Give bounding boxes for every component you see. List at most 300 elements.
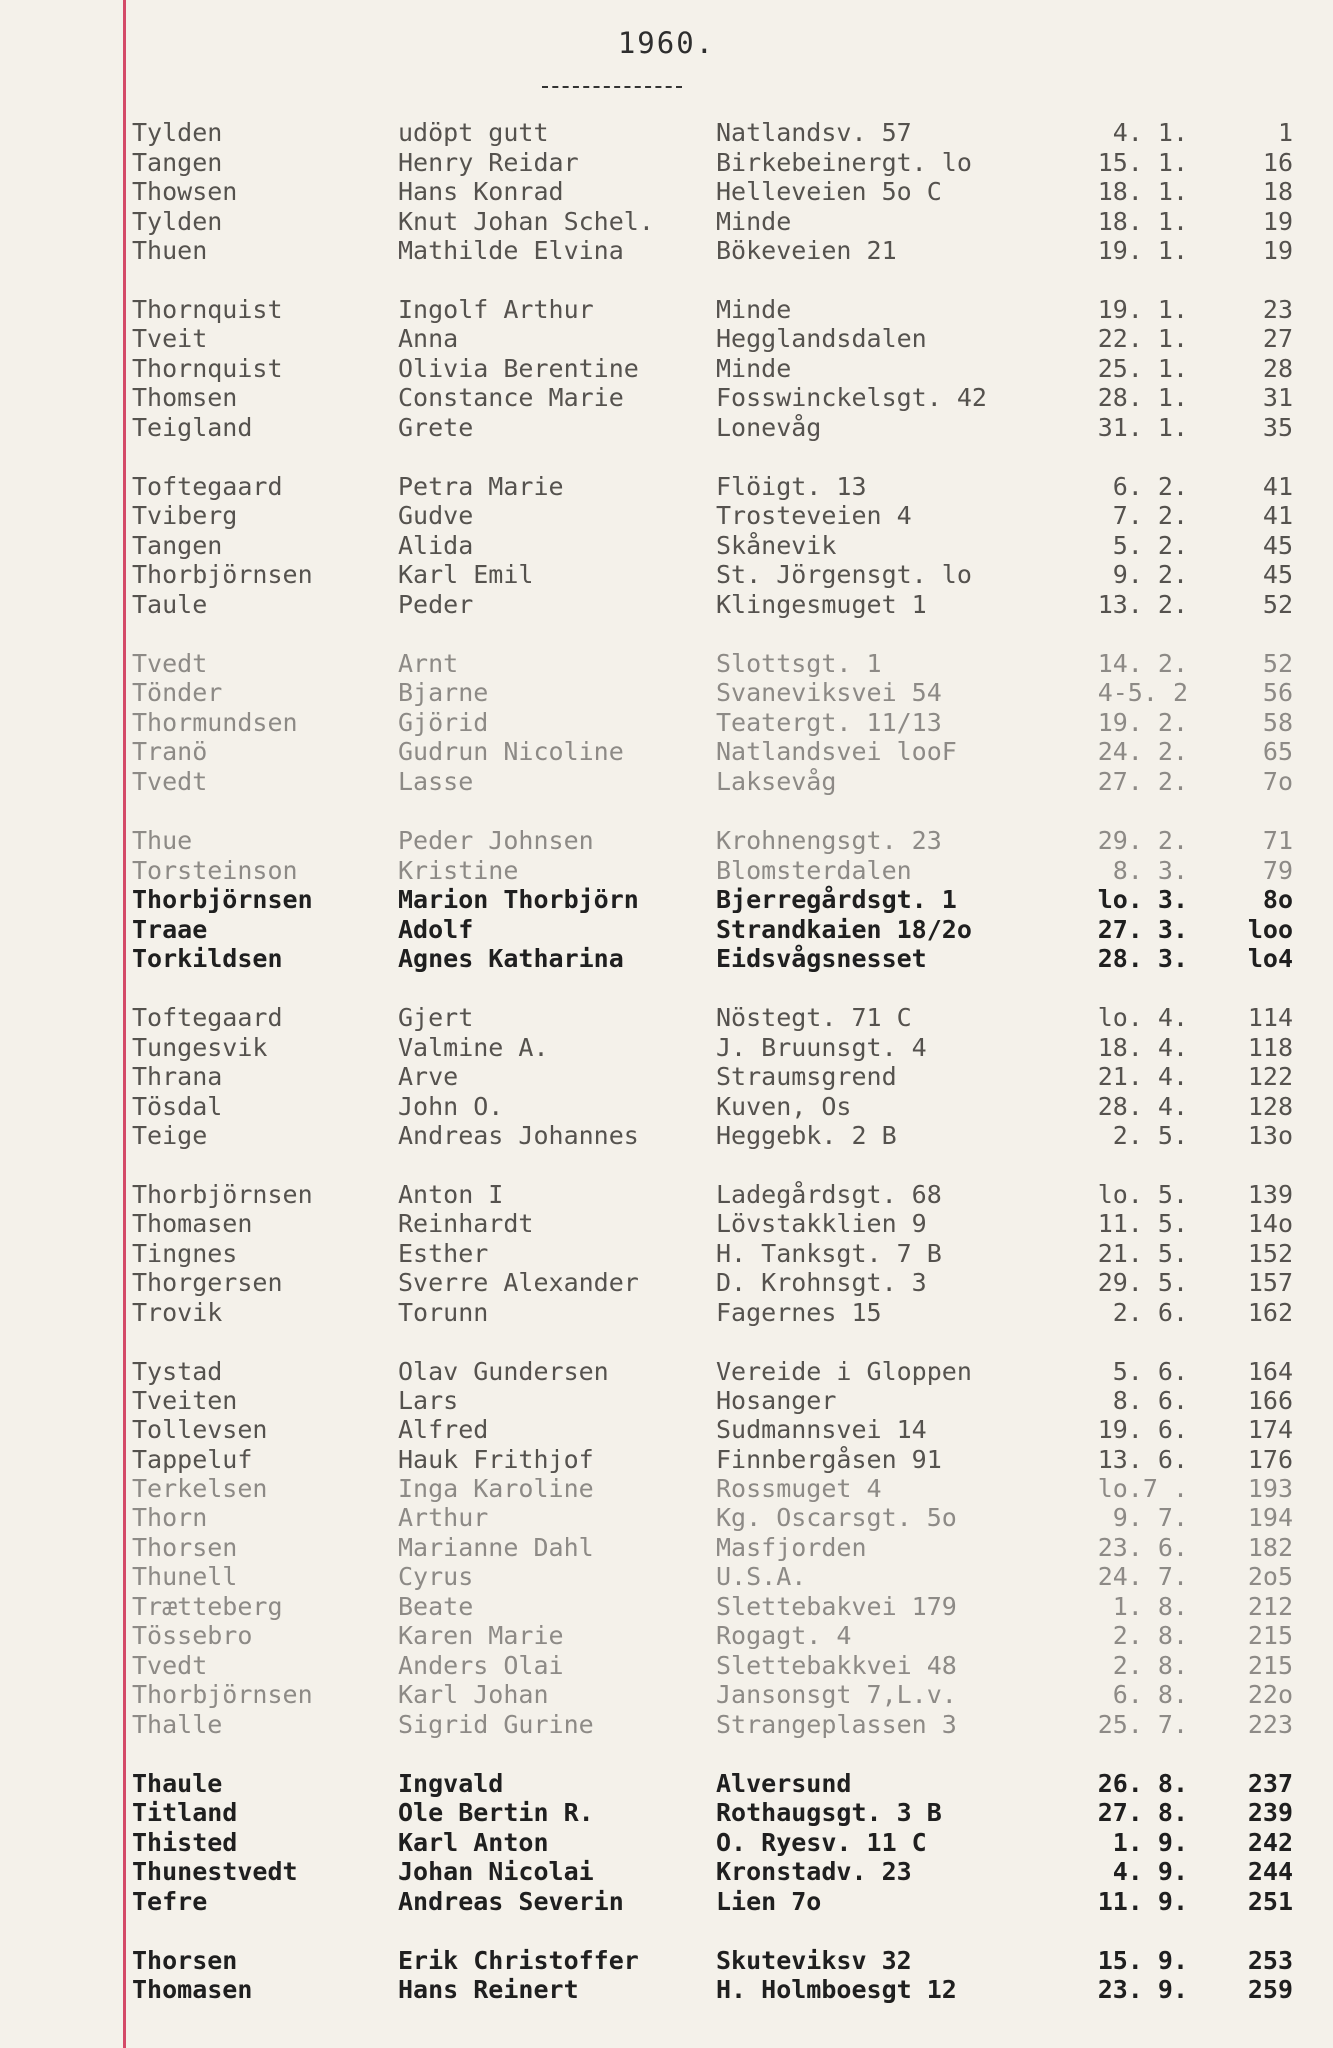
entry-address: Skuteviksv 32: [716, 1946, 912, 1975]
entry-address: Natlandsv. 57: [716, 118, 912, 147]
entry-address: H. Tanksgt. 7 B: [716, 1239, 942, 1268]
entry-address: Svaneviksvei 54: [716, 678, 942, 707]
entry-number: 253: [1247, 1946, 1293, 1975]
entry-address: Kuven, Os: [716, 1092, 852, 1121]
entry-address: Sudmannsvei 14: [716, 1415, 927, 1444]
entry-date: 19. 1.: [1097, 236, 1188, 265]
entry-number: 45: [1262, 531, 1293, 560]
register-row: [0, 1386, 1333, 1416]
register-row: [0, 737, 1333, 767]
entry-date: 2. 6.: [1112, 1298, 1188, 1327]
entry-number: 52: [1262, 590, 1293, 619]
entry-surname: Trætteberg: [132, 1592, 283, 1621]
entry-address: Helleveien 5o C: [716, 177, 942, 206]
entry-number: 244: [1247, 1857, 1293, 1886]
register-row: [0, 1445, 1333, 1475]
entry-number: 122: [1247, 1062, 1293, 1091]
entry-date: 28. 4.: [1097, 1092, 1188, 1121]
entry-given-name: Lasse: [398, 767, 474, 796]
entry-surname: Teigland: [132, 413, 253, 442]
entry-number: 164: [1247, 1357, 1293, 1386]
entry-number: 157: [1247, 1268, 1293, 1297]
entry-given-name: Sverre Alexander: [398, 1268, 639, 1297]
entry-given-name: Agnes Katharina: [398, 944, 624, 973]
register-row: [0, 118, 1333, 148]
entry-address: Natlandsvei looF: [716, 737, 957, 766]
entry-surname: Thorbjörnsen: [132, 1680, 313, 1709]
entry-given-name: Constance Marie: [398, 383, 624, 412]
entry-surname: Thunell: [132, 1562, 238, 1591]
entry-number: 52: [1262, 649, 1293, 678]
entry-address: Minde: [716, 354, 792, 383]
entry-given-name: Arthur: [398, 1503, 489, 1532]
entry-address: Hosanger: [716, 1386, 837, 1415]
register-row: [0, 1887, 1333, 1917]
entry-surname: Traae: [132, 915, 208, 944]
register-row: [0, 708, 1333, 738]
entry-address: O. Ryesv. 11 C: [716, 1828, 927, 1857]
entry-number: 242: [1247, 1828, 1293, 1857]
register-row: [0, 826, 1333, 856]
entry-surname: Thuen: [132, 236, 208, 265]
entry-date: 13. 2.: [1097, 590, 1188, 619]
entry-surname: Tystad: [132, 1357, 223, 1386]
entry-number: 14o: [1247, 1209, 1293, 1238]
register-row: [0, 413, 1333, 443]
entry-date: 24. 7.: [1097, 1562, 1188, 1591]
entry-address: Eidsvågsnesset: [716, 944, 927, 973]
entry-given-name: Arve: [398, 1062, 459, 1091]
entry-given-name: Olivia Berentine: [398, 354, 639, 383]
entry-number: 41: [1262, 472, 1293, 501]
entry-date: 19. 2.: [1097, 708, 1188, 737]
entry-given-name: Mathilde Elvina: [398, 236, 624, 265]
entry-number: 79: [1262, 856, 1293, 885]
entry-number: 16: [1262, 148, 1293, 177]
entry-address: Heggebk. 2 B: [716, 1121, 897, 1150]
entry-date: 23. 9.: [1097, 1975, 1188, 2004]
entry-given-name: Erik Christoffer: [398, 1946, 639, 1975]
entry-number: 18: [1262, 177, 1293, 206]
register-row: [0, 767, 1333, 797]
entry-surname: Thisted: [132, 1828, 238, 1857]
entry-number: 176: [1247, 1445, 1293, 1474]
register-row: [0, 1357, 1333, 1387]
entry-address: Masfjorden: [716, 1533, 867, 1562]
entry-number: 7o: [1262, 767, 1293, 796]
register-row: [0, 1033, 1333, 1063]
entry-given-name: Ingvald: [398, 1769, 504, 1798]
entry-address: Kronstadv. 23: [716, 1857, 912, 1886]
entry-date: 5. 6.: [1112, 1357, 1188, 1386]
entry-address: Laksevåg: [716, 767, 837, 796]
entry-surname: Thorbjörnsen: [132, 885, 313, 914]
entry-number: 162: [1247, 1298, 1293, 1327]
entry-surname: Thunestvedt: [132, 1857, 298, 1886]
entry-given-name: Reinhardt: [398, 1209, 534, 1238]
entry-given-name: Ole Bertin R.: [398, 1798, 594, 1827]
entry-surname: Titland: [132, 1798, 238, 1827]
entry-number: 215: [1247, 1621, 1293, 1650]
entry-address: Hegglandsdalen: [716, 324, 927, 353]
register-row: [0, 1769, 1333, 1799]
entry-date: 2. 5.: [1112, 1121, 1188, 1150]
entry-surname: Toftegaard: [132, 1003, 283, 1032]
entry-address: Minde: [716, 207, 792, 236]
entry-date: 5. 2.: [1112, 531, 1188, 560]
entry-date: 28. 1.: [1097, 383, 1188, 412]
entry-number: 31: [1262, 383, 1293, 412]
entry-date: 19. 6.: [1097, 1415, 1188, 1444]
entry-address: Blomsterdalen: [716, 856, 912, 885]
register-row: [0, 472, 1333, 502]
entry-number: 45: [1262, 560, 1293, 589]
register-row: [0, 1474, 1333, 1504]
register-row: [0, 1562, 1333, 1592]
entry-given-name: Gjörid: [398, 708, 489, 737]
entry-number: 35: [1262, 413, 1293, 442]
register-row: [0, 531, 1333, 561]
entry-address: Lonevåg: [716, 413, 822, 442]
entry-number: 28: [1262, 354, 1293, 383]
entry-address: H. Holmboesgt 12: [716, 1975, 957, 2004]
entry-date: 19. 1.: [1097, 295, 1188, 324]
register-row: [0, 1209, 1333, 1239]
entry-number: 152: [1247, 1239, 1293, 1268]
entry-date: lo. 5.: [1097, 1180, 1188, 1209]
entry-date: 29. 5.: [1097, 1268, 1188, 1297]
entry-surname: Thormundsen: [132, 708, 298, 737]
entry-date: 11. 5.: [1097, 1209, 1188, 1238]
entry-number: 41: [1262, 501, 1293, 530]
entry-date: 24. 2.: [1097, 737, 1188, 766]
entry-given-name: Hauk Frithjof: [398, 1445, 594, 1474]
entry-address: Fosswinckelsgt. 42: [716, 383, 987, 412]
register-row: [0, 207, 1333, 237]
entry-given-name: Andreas Severin: [398, 1887, 624, 1916]
entry-address: Birkebeinergt. lo: [716, 148, 972, 177]
entry-given-name: Grete: [398, 413, 474, 442]
entry-date: 1. 8.: [1112, 1592, 1188, 1621]
entry-given-name: Karl Johan: [398, 1680, 549, 1709]
entry-date: 23. 6.: [1097, 1533, 1188, 1562]
entry-given-name: Cyrus: [398, 1562, 474, 1591]
entry-surname: Tösdal: [132, 1092, 223, 1121]
entry-given-name: Anna: [398, 324, 459, 353]
entry-number: loo: [1247, 915, 1293, 944]
entry-given-name: Arnt: [398, 649, 459, 678]
register-row: [0, 1062, 1333, 1092]
entry-given-name: Alfred: [398, 1415, 489, 1444]
entry-surname: Tangen: [132, 148, 223, 177]
register-row: [0, 1828, 1333, 1858]
entry-number: 215: [1247, 1651, 1293, 1680]
register-row: [0, 295, 1333, 325]
entry-address: Bjerregårdsgt. 1: [716, 885, 957, 914]
entry-surname: Thornquist: [132, 354, 283, 383]
entry-date: 1. 9.: [1112, 1828, 1188, 1857]
entry-given-name: Adolf: [398, 915, 474, 944]
entry-number: 194: [1247, 1503, 1293, 1532]
entry-date: 25. 7.: [1097, 1710, 1188, 1739]
register-row: [0, 1298, 1333, 1328]
entry-address: Rogagt. 4: [716, 1621, 852, 1650]
entry-date: 2. 8.: [1112, 1651, 1188, 1680]
entry-surname: Tappeluf: [132, 1445, 253, 1474]
entry-address: Nöstegt. 71 C: [716, 1003, 912, 1032]
register-row: [0, 944, 1333, 974]
entry-given-name: Ingolf Arthur: [398, 295, 594, 324]
entry-given-name: Johan Nicolai: [398, 1857, 594, 1886]
entry-date: 21. 4.: [1097, 1062, 1188, 1091]
register-row: [0, 1121, 1333, 1151]
entry-given-name: Anders Olai: [398, 1651, 564, 1680]
entry-given-name: Anton I: [398, 1180, 504, 1209]
register-row: [0, 1975, 1333, 2005]
entry-address: Strandkaien 18/2o: [716, 915, 972, 944]
entry-date: 9. 7.: [1112, 1503, 1188, 1532]
register-row: [0, 649, 1333, 679]
entry-address: Slottsgt. 1: [716, 649, 882, 678]
entry-date: 4. 1.: [1112, 118, 1188, 147]
entry-given-name: Torunn: [398, 1298, 489, 1327]
entry-given-name: Gudve: [398, 501, 474, 530]
entry-address: Slettebakvei 179: [716, 1592, 957, 1621]
entry-date: 15. 9.: [1097, 1946, 1188, 1975]
entry-surname: Tingnes: [132, 1239, 238, 1268]
entry-given-name: Gudrun Nicoline: [398, 737, 624, 766]
entry-surname: Thowsen: [132, 177, 238, 206]
entry-number: 56: [1262, 678, 1293, 707]
entry-number: 19: [1262, 207, 1293, 236]
entry-address: D. Krohnsgt. 3: [716, 1268, 927, 1297]
entry-surname: Tveit: [132, 324, 208, 353]
register-row: [0, 1503, 1333, 1533]
entry-date: 6. 8.: [1112, 1680, 1188, 1709]
entry-given-name: Karen Marie: [398, 1621, 564, 1650]
entry-surname: Torsteinson: [132, 856, 298, 885]
entry-number: 23: [1262, 295, 1293, 324]
entry-address: Vereide i Gloppen: [716, 1357, 972, 1386]
entry-given-name: Peder Johnsen: [398, 826, 594, 855]
entry-date: 2. 8.: [1112, 1621, 1188, 1650]
entry-number: 182: [1247, 1533, 1293, 1562]
entry-date: 27. 8.: [1097, 1798, 1188, 1827]
entry-address: St. Jörgensgt. lo: [716, 560, 972, 589]
entry-surname: Thrana: [132, 1062, 223, 1091]
entry-date: 22. 1.: [1097, 324, 1188, 353]
entry-surname: Tangen: [132, 531, 223, 560]
register-row: [0, 501, 1333, 531]
entry-date: 9. 2.: [1112, 560, 1188, 589]
entry-number: 251: [1247, 1887, 1293, 1916]
entry-number: 212: [1247, 1592, 1293, 1621]
entry-date: lo.7 .: [1097, 1474, 1188, 1503]
entry-number: 128: [1247, 1092, 1293, 1121]
entry-given-name: Andreas Johannes: [398, 1121, 639, 1150]
entry-date: 6. 2.: [1112, 472, 1188, 501]
entry-address: Minde: [716, 295, 792, 324]
entry-address: Fagernes 15: [716, 1298, 882, 1327]
entry-address: Klingesmuget 1: [716, 590, 927, 619]
entry-surname: Thalle: [132, 1710, 223, 1739]
entry-surname: Tungesvik: [132, 1033, 268, 1062]
title-underline: [542, 86, 682, 88]
entry-surname: Taule: [132, 590, 208, 619]
entry-surname: Thorbjörnsen: [132, 1180, 313, 1209]
register-row: [0, 1239, 1333, 1269]
entry-address: J. Bruunsgt. 4: [716, 1033, 927, 1062]
entry-date: 13. 6.: [1097, 1445, 1188, 1474]
entry-surname: Thomsen: [132, 383, 238, 412]
entry-number: 239: [1247, 1798, 1293, 1827]
entry-surname: Toftegaard: [132, 472, 283, 501]
entry-date: 8. 3.: [1112, 856, 1188, 885]
entry-date: 4-5. 2: [1097, 678, 1188, 707]
entry-date: 4. 9.: [1112, 1857, 1188, 1886]
entry-address: Rothaugsgt. 3 B: [716, 1798, 942, 1827]
entry-given-name: Esther: [398, 1239, 489, 1268]
register-row: [0, 236, 1333, 266]
entry-address: Trosteveien 4: [716, 501, 912, 530]
register-row: [0, 1003, 1333, 1033]
entry-given-name: Hans Konrad: [398, 177, 564, 206]
entry-surname: Tvedt: [132, 649, 208, 678]
entry-date: 18. 1.: [1097, 207, 1188, 236]
entry-date: 25. 1.: [1097, 354, 1188, 383]
entry-surname: Terkelsen: [132, 1474, 268, 1503]
register-row: [0, 590, 1333, 620]
entry-address: Ladegårdsgt. 68: [716, 1180, 942, 1209]
entry-surname: Tössebro: [132, 1621, 253, 1650]
register-row: [0, 148, 1333, 178]
entry-surname: Thomasen: [132, 1975, 253, 2004]
entry-surname: Tefre: [132, 1887, 208, 1916]
entry-number: 139: [1247, 1180, 1293, 1209]
entry-surname: Tvedt: [132, 767, 208, 796]
entry-given-name: Karl Emil: [398, 560, 534, 589]
entry-address: Strangeplassen 3: [716, 1710, 957, 1739]
entry-given-name: Marion Thorbjörn: [398, 885, 639, 914]
entry-number: 193: [1247, 1474, 1293, 1503]
entry-address: U.S.A.: [716, 1562, 807, 1591]
entry-date: lo. 4.: [1097, 1003, 1188, 1032]
entry-number: 65: [1262, 737, 1293, 766]
register-row: [0, 1710, 1333, 1740]
register-row: [0, 856, 1333, 886]
entry-address: Rossmuget 4: [716, 1474, 882, 1503]
register-row: [0, 560, 1333, 590]
entry-address: Lövstakklien 9: [716, 1209, 927, 1238]
entry-surname: Thorgersen: [132, 1268, 283, 1297]
entry-number: 2o5: [1247, 1562, 1293, 1591]
entry-surname: Tviberg: [132, 501, 238, 530]
entry-address: Lien 7o: [716, 1887, 822, 1916]
entry-number: 237: [1247, 1769, 1293, 1798]
entry-number: 1: [1277, 118, 1293, 147]
entry-address: Bökeveien 21: [716, 236, 897, 265]
entry-address: Slettebakkvei 48: [716, 1651, 957, 1680]
entry-surname: Thaule: [132, 1769, 223, 1798]
entry-date: 18. 4.: [1097, 1033, 1188, 1062]
entry-surname: Tönder: [132, 678, 223, 707]
entry-surname: Tranö: [132, 737, 208, 766]
entry-surname: Thornquist: [132, 295, 283, 324]
entry-given-name: Alida: [398, 531, 474, 560]
register-row: [0, 1651, 1333, 1681]
entry-address: Krohnengsgt. 23: [716, 826, 942, 855]
entry-address: Teatergt. 11/13: [716, 708, 942, 737]
entry-given-name: Gjert: [398, 1003, 474, 1032]
register-row: [0, 354, 1333, 384]
entry-number: 27: [1262, 324, 1293, 353]
register-row: [0, 324, 1333, 354]
entry-surname: Tveiten: [132, 1386, 238, 1415]
entry-date: 27. 2.: [1097, 767, 1188, 796]
entry-date: lo. 3.: [1097, 885, 1188, 914]
entry-given-name: Beate: [398, 1592, 474, 1621]
page-title: 1960.: [617, 26, 716, 60]
register-row: [0, 1268, 1333, 1298]
register-row: [0, 177, 1333, 207]
entry-given-name: Knut Johan Schel.: [398, 207, 654, 236]
entry-address: Alversund: [716, 1769, 852, 1798]
entry-surname: Tylden: [132, 118, 223, 147]
entry-date: 8. 6.: [1112, 1386, 1188, 1415]
register-row: [0, 1592, 1333, 1622]
entry-number: 13o: [1247, 1121, 1293, 1150]
register-row: [0, 1092, 1333, 1122]
entry-surname: Thorn: [132, 1503, 208, 1532]
entry-given-name: Marianne Dahl: [398, 1533, 594, 1562]
register-row: [0, 1180, 1333, 1210]
entry-surname: Tylden: [132, 207, 223, 236]
register-row: [0, 1415, 1333, 1445]
entry-number: 223: [1247, 1710, 1293, 1739]
register-row: [0, 1798, 1333, 1828]
entry-number: 8o: [1262, 885, 1293, 914]
entry-given-name: Sigrid Gurine: [398, 1710, 594, 1739]
entry-date: 15. 1.: [1097, 148, 1188, 177]
entry-number: 58: [1262, 708, 1293, 737]
entry-given-name: Petra Marie: [398, 472, 564, 501]
entry-number: 174: [1247, 1415, 1293, 1444]
entry-date: 18. 1.: [1097, 177, 1188, 206]
entry-address: Finnbergåsen 91: [716, 1445, 942, 1474]
register-row: [0, 885, 1333, 915]
entry-given-name: Karl Anton: [398, 1828, 549, 1857]
entry-surname: Thorsen: [132, 1946, 238, 1975]
entry-surname: Teige: [132, 1121, 208, 1150]
entry-date: 26. 8.: [1097, 1769, 1188, 1798]
entry-surname: Tvedt: [132, 1651, 208, 1680]
entry-surname: Thue: [132, 826, 193, 855]
entry-date: 14. 2.: [1097, 649, 1188, 678]
entry-date: 7. 2.: [1112, 501, 1188, 530]
entry-address: Straumsgrend: [716, 1062, 897, 1091]
entry-number: 259: [1247, 1975, 1293, 2004]
entry-number: 71: [1262, 826, 1293, 855]
register-row: [0, 1946, 1333, 1976]
entry-number: 22o: [1247, 1680, 1293, 1709]
register-row: [0, 1621, 1333, 1651]
entry-given-name: udöpt gutt: [398, 118, 549, 147]
entry-given-name: Valmine A.: [398, 1033, 549, 1062]
entry-number: 19: [1262, 236, 1293, 265]
entry-number: lo4: [1247, 944, 1293, 973]
entry-number: 166: [1247, 1386, 1293, 1415]
entry-given-name: John O.: [398, 1092, 504, 1121]
